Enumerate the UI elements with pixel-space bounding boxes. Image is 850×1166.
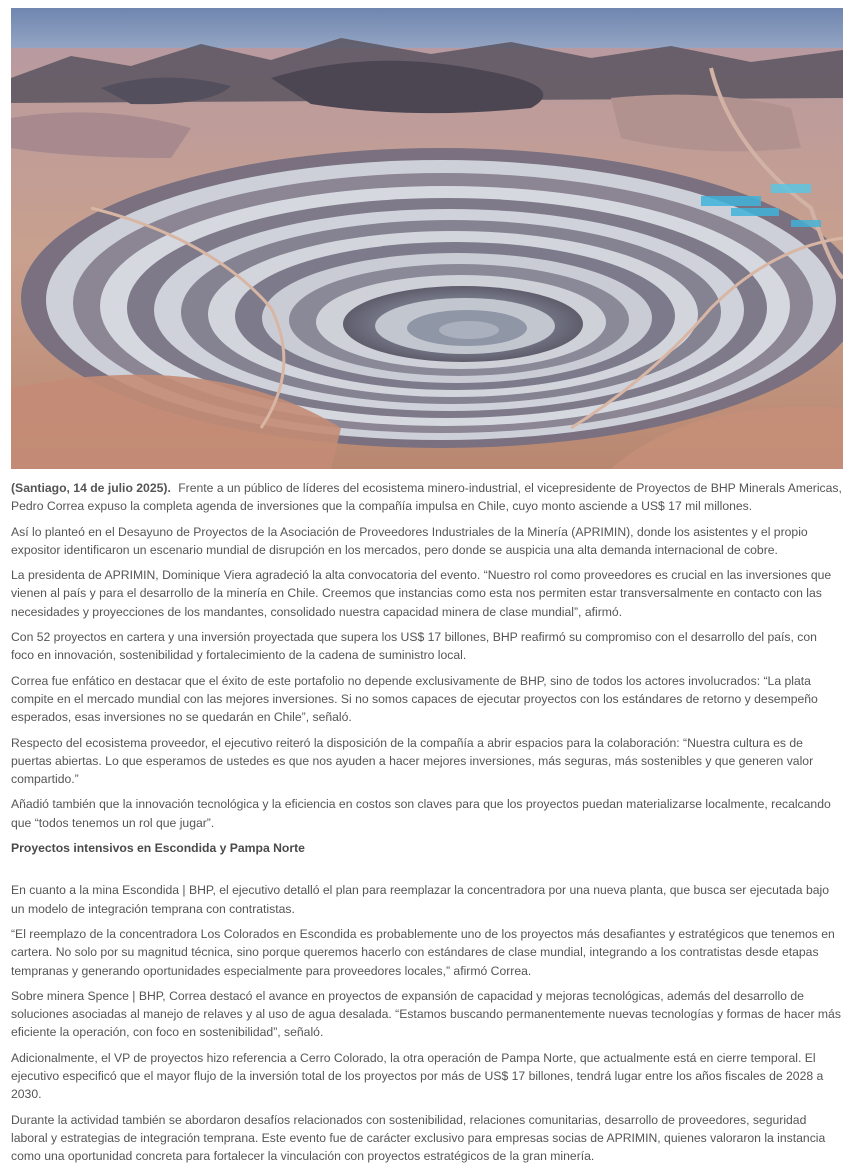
paragraph: Con 52 proyectos en cartera y una inversión proyectada que supera los US$ 17 billones, BHP reafirmó su compromiso con el desarrollo del país, con foco en innovación, sostenibilidad y fortalecimiento de la cadena de suministro local. bbox=[11, 630, 817, 663]
paragraph: Así lo planteó en el Desayuno de Proyectos de la Asociación de Proveedores Industriales de la Minería (APRIMIN), donde los asistentes y el propio expositor identificaron un escenario mundial de disrupción en los mercados, pero donde se auspicia una alta demanda internacional de cobre. bbox=[11, 524, 808, 557]
open-pit-mine-aerial-photo bbox=[11, 8, 843, 469]
paragraph: En cuanto a la mina Escondida | BHP, el ejecutivo detalló el plan para reemplazar la concentradora por una nueva planta, que busca ser ejecutada bajo un modelo de integración temprana con contratistas. bbox=[11, 883, 830, 916]
lead-paragraph bbox=[11, 479, 843, 516]
paragraph: Añadió también que la innovación tecnológica y la eficiencia en costos son claves para que los proyectos puedan materializarse localmente, recalcando que “todos tenemos un rol que jugar”. bbox=[11, 797, 831, 830]
section-heading: Proyectos intensivos en Escondida y Pampa Norte bbox=[11, 841, 305, 856]
paragraph: Respecto del ecosistema proveedor, el ejecutivo reiteró la disposición de la compañía a abrir espacios para la colaboración: “Nuestra cultura es de puertas abiertas. Lo que esperamos de ustedes es que nos ayuden a hacer mejores inversiones, más seguras, más sostenibles y que generen valor compartido.” bbox=[11, 735, 814, 787]
paragraph: “El reemplazo de la concentradora Los Colorados en Escondida es probablemente uno de los proyectos más desafiantes y estratégicos que tenemos en cartera. No solo por su magnitud técnica, sino porque queremos hacerlo con estándares de clase mundial, integrando a los contratistas desde etapas tempranas y generando oportunidades especialmente para proveedores locales,” afirmó Correa. bbox=[11, 926, 835, 978]
paragraph: Adicionalmente, el VP de proyectos hizo referencia a Cerro Colorado, la otra operación de Pampa Norte, que actualmente está en cierre temporal. El ejecutivo especificó que el mayor flujo de la inversión total de los proyectos por más de US$ 17 billones, tendrá lugar entre los años fiscales de 2028 a 2030. bbox=[11, 1050, 824, 1102]
article-body bbox=[11, 479, 843, 1166]
article-dateline: (Santiago, 14 de julio 2025). bbox=[11, 481, 171, 495]
paragraph: Correa fue enfático en destacar que el éxito de este portafolio no depende exclusivamente de BHP, sino de todos los actores involucrados: “La plata compite en el mercado mundial con las mejores inversiones. Si no somos capaces de ejecutar proyectos con los estándares de retorno y desempeño esperados, esas inversiones no se quedarán en Chile”, señaló. bbox=[11, 673, 818, 725]
paragraph: Sobre minera Spence | BHP, Correa destacó el avance en proyectos de expansión de capacidad y mejoras tecnológicas, además del desarrollo de soluciones asociadas al manejo de relaves y al uso de agua desalada. “Estamos buscando permanentemente nuevas tecnologías y formas de hacer más eficiente la operación, con foco en sostenibilidad”, señaló. bbox=[11, 988, 841, 1040]
paragraph: La presidenta de APRIMIN, Dominique Viera agradeció la alta convocatoria del evento. “Nuestro rol como proveedores es crucial en las inversiones que vienen al país y para el desarrollo de la minería en Chile. Creemos que instancias como esta nos permiten estar transversalmente en contacto con las necesidades y proyecciones de los mandantes, consolidado nuestra capacidad minera de clase mundial”, afirmó. bbox=[11, 568, 832, 619]
paragraph: Durante la actividad también se abordaron desafíos relacionados con sostenibilidad, relaciones comunitarias, desarrollo de proveedores, seguridad laboral y estrategias de integración temprana. Este evento fue de carácter exclusivo para empresas socias de APRIMIN, quienes valoraron la instancia como una oportunidad concreta para fortalecer la vinculación con proyectos estratégicos de la gran minería. bbox=[11, 1112, 826, 1164]
hero-image bbox=[11, 8, 843, 469]
lead-text: Frente a un público de líderes del ecosistema minero-industrial, el vicepresidente de Proyectos de BHP Minerals Americas, Pedro Correa expuso la completa agenda de inversiones que la compañía impulsa en Chile, cuyo monto asciende a US$ 17 mil millones. bbox=[11, 481, 842, 514]
